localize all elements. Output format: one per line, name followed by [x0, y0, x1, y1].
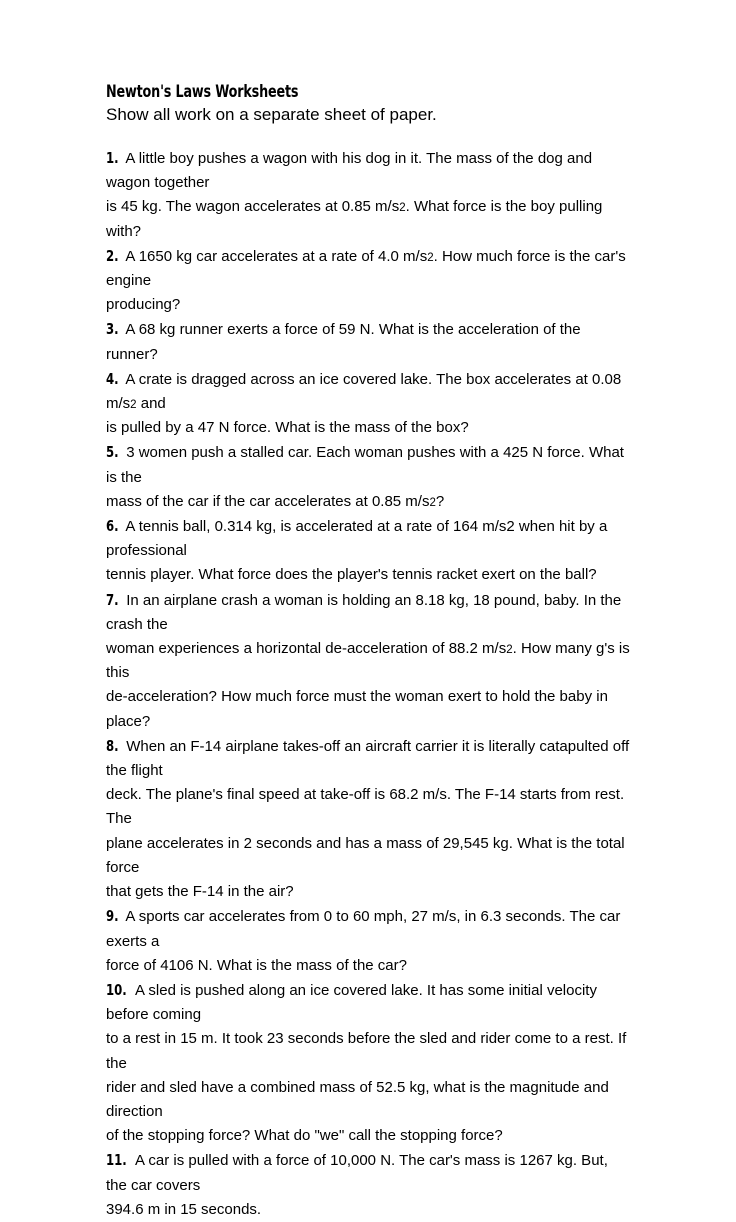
problem-text: rider and sled have a combined mass of 52.5 kg, what is the magnitude and direction: [106, 1078, 613, 1120]
problem-first-line: [106, 367, 630, 416]
problem-item: [106, 588, 634, 734]
problem-wrap-line: [106, 195, 630, 243]
problem-text: A car is pulled with a force of 10,000 N. The car's mass is 1267 kg. But, the car covers: [106, 1152, 613, 1194]
unit-exponent: 2: [130, 399, 137, 412]
page-title: Newton's Laws Worksheets: [106, 82, 299, 101]
problem-item: [106, 317, 630, 366]
problem-text: de-acceleration? How much force must the woman exert to hold the baby in place?: [106, 688, 613, 730]
problem-item: [106, 978, 630, 1148]
problem-item: [106, 367, 630, 441]
unit-exponent: 2: [427, 251, 434, 264]
problem-text: 394.6 m in 15 seconds.: [106, 1200, 262, 1218]
problem-text: plane accelerates in 2 seconds and has a mass of 29,545 kg. What is the total force: [106, 834, 629, 876]
unit-exponent: 2: [506, 644, 513, 657]
problem-number: 8.: [106, 736, 119, 755]
problem-first-line: [106, 1148, 630, 1197]
problem-wrap-line: [106, 685, 630, 733]
problem-text: A little boy pushes a wagon with his dog in it. The mass of the dog and wagon together: [106, 150, 597, 192]
problem-wrap-line: [106, 1027, 630, 1075]
problem-text: When an F-14 airplane takes-off an aircraft carrier it is literally catapulted off the flight: [106, 737, 634, 780]
problem-wrap-line: [106, 880, 630, 904]
problem-text: producing?: [106, 296, 181, 314]
problem-item: [106, 146, 630, 244]
problem-text: woman experiences a horizontal de-acceleration of 88.2 m/s2. How many g's is this: [106, 640, 634, 682]
problem-first-line: [106, 978, 630, 1027]
problem-text: A crate is dragged across an ice covered lake. The box accelerates at 0.08 m/s2 and: [106, 370, 626, 413]
problem-number: 10.: [106, 980, 127, 999]
problem-item: [106, 904, 630, 978]
problem-first-line: [106, 244, 630, 293]
problem-text: A 68 kg runner exerts a force of 59 N. What is the acceleration of the runner?: [106, 321, 585, 363]
problem-number: 7.: [106, 590, 119, 609]
problem-number: 5.: [106, 443, 119, 462]
problem-first-line: [106, 514, 630, 563]
problem-wrap-line: [106, 1198, 630, 1222]
problem-text: to a rest in 15 m. It took 23 seconds before the sled and rider come to a rest. If the: [106, 1030, 631, 1072]
problem-first-line: [106, 904, 630, 953]
problem-text: In an airplane crash a woman is holding an 8.18 kg, 18 pound, baby. In the crash the: [106, 591, 626, 633]
problem-text: tennis player. What force does the player's tennis racket exert on the ball?: [106, 566, 597, 584]
problem-first-line: [106, 317, 630, 366]
problem-number: 3.: [106, 320, 119, 339]
problem-wrap-line: [106, 293, 630, 317]
problem-item: [106, 734, 634, 904]
problem-text: is pulled by a 47 N force. What is the mass of the box?: [106, 419, 469, 437]
document-content: [106, 82, 634, 1222]
unit-exponent: 2: [429, 496, 436, 509]
problem-number: 9.: [106, 907, 119, 926]
problem-wrap-line: [106, 1076, 630, 1124]
unit-exponent: 2: [399, 202, 406, 215]
problem-wrap-line: [106, 832, 630, 880]
problem-wrap-line: [106, 954, 630, 978]
problem-wrap-line: [106, 563, 630, 587]
problem-text: of the stopping force? What do "we" call the stopping force?: [106, 1127, 503, 1145]
problem-first-line: [106, 588, 630, 637]
problem-list: [106, 146, 634, 1222]
problem-text: A tennis ball, 0.314 kg, is accelerated at a rate of 164 m/s2 when hit by a professional: [106, 518, 612, 560]
problem-item: [106, 514, 630, 588]
problem-wrap-line: [106, 490, 630, 514]
problem-text: is 45 kg. The wagon accelerates at 0.85 m/s2. What force is the boy pulling with?: [106, 198, 607, 240]
problem-number: 2.: [106, 246, 119, 265]
problem-item: [106, 244, 630, 318]
problem-number: 6.: [106, 517, 119, 536]
problem-text: mass of the car if the car accelerates at 0.85 m/s2?: [106, 492, 445, 510]
problem-text: that gets the F-14 in the air?: [106, 883, 294, 901]
problem-text: A sled is pushed along an ice covered lake. It has some initial velocity before coming: [106, 981, 602, 1024]
problem-wrap-line: [106, 637, 634, 685]
problem-text: A 1650 kg car accelerates at a rate of 4.0 m/s2. How much force is the car's engine: [106, 247, 630, 290]
problem-wrap-line: [106, 783, 630, 831]
problem-first-line: [106, 146, 630, 195]
document-subtitle: Show all work on a separate sheet of paper.: [106, 105, 437, 124]
problem-number: 4.: [106, 369, 119, 388]
problem-text: deck. The plane's final speed at take-off is 68.2 m/s. The F-14 starts from rest. The: [106, 786, 629, 828]
problem-text: 3 women push a stalled car. Each woman pushes with a 425 N force. What is the: [106, 444, 629, 486]
problem-first-line: [106, 440, 630, 489]
problem-wrap-line: [106, 1124, 630, 1148]
problem-wrap-line: [106, 416, 630, 440]
problem-item: [106, 1148, 630, 1222]
problem-text: force of 4106 N. What is the mass of the car?: [106, 956, 407, 974]
problem-number: 1.: [106, 149, 119, 167]
problem-first-line: [106, 734, 634, 783]
problem-number: 11.: [106, 1151, 127, 1170]
problem-item: [106, 440, 630, 514]
problem-text: A sports car accelerates from 0 to 60 mph, 27 m/s, in 6.3 seconds. The car exerts a: [106, 908, 625, 950]
